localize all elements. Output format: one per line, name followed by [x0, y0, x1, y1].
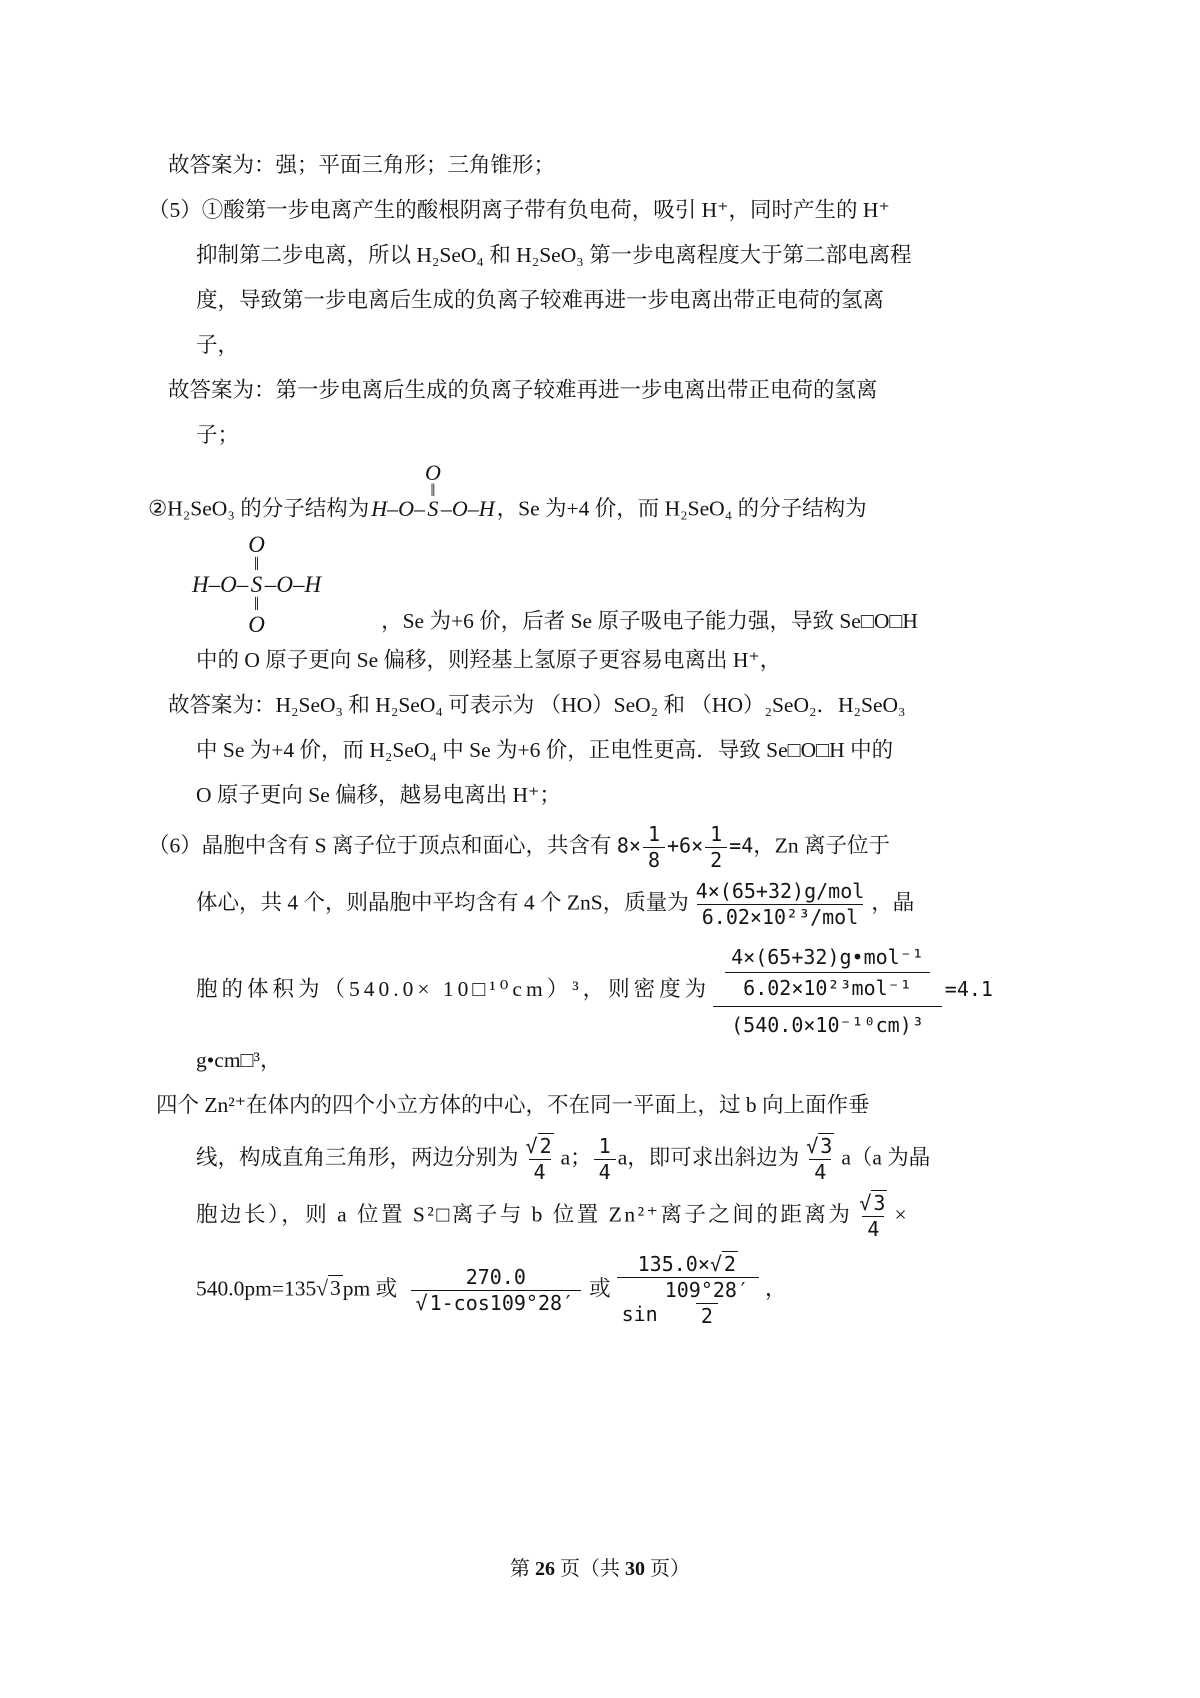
line-q5-answer-cont: [196, 413, 1042, 458]
oxygen-atom: O: [248, 612, 265, 638]
radicand: 3: [330, 1276, 341, 1301]
fraction-one-quarter: [594, 1134, 616, 1185]
double-bond-icon: ‖: [253, 594, 260, 616]
text-segment: O 原子更向 Se 偏移，越易电离出 H⁺；: [196, 782, 561, 807]
line-final-result: [196, 1252, 1042, 1329]
text-segment: （5）①酸第一步电离产生的酸根阴离子带有负电荷，吸引 H⁺，同时产生的 H⁺: [148, 198, 890, 222]
double-bond-icon: ‖: [430, 480, 436, 500]
formula-segment: =4: [729, 833, 754, 858]
density-numerator: [713, 944, 942, 1007]
radical-sign: √: [415, 1290, 428, 1315]
radical-sign: √: [316, 1276, 329, 1301]
density-result: =4.1: [944, 976, 993, 1001]
text-segment: ②H₂SeO₃ 的分子结构为: [148, 496, 370, 521]
bond-segment: –O–H: [440, 495, 495, 521]
line-h2seo3-structure: [148, 462, 1042, 532]
text-segment: 体心，共 4 个，则晶胞中平均含有 4 个 ZnS，质量为: [196, 890, 689, 915]
text-segment: ×: [894, 1202, 910, 1227]
text-segment: 四个 Zn²⁺在体内的四个小立方体的中心，不在同一平面上，过 b 向上面作垂: [156, 1092, 870, 1117]
density-fraction: [713, 944, 942, 1038]
denominator: 2: [705, 847, 727, 873]
line-o-shift: [196, 638, 1042, 683]
fraction-sqrt3-over-4: [801, 1134, 839, 1185]
footer-text: 页（共: [555, 1558, 625, 1580]
denominator: [617, 1277, 759, 1329]
radical-sign: √: [859, 1190, 872, 1215]
bond-segment: –O–H: [264, 572, 322, 598]
radicand: 3: [820, 1133, 833, 1158]
numerator: 270.0: [465, 1264, 526, 1289]
fraction-one-eighth: [643, 822, 665, 873]
numerator: 109°28′: [664, 1277, 750, 1302]
text-segment: ，Zn 离子位于: [753, 833, 891, 858]
text-segment: 子，: [196, 333, 240, 357]
fraction-one-half: [705, 822, 727, 873]
s-branch: [248, 532, 265, 638]
radical-sign: √: [709, 1251, 722, 1276]
formula-segment: 8×: [616, 833, 641, 858]
fraction-sqrt3-over-4: [854, 1191, 892, 1242]
text-segment: 中的 O 原子更向 Se 偏移，则羟基上氢原子更容易电离出 H⁺，: [196, 647, 782, 672]
denominator: 4: [809, 1159, 831, 1185]
sqrt-icon: [710, 1251, 738, 1276]
text-segment: ，: [765, 1276, 787, 1301]
sin-fraction: [622, 1278, 754, 1329]
text-segment: 故答案为：强；平面三角形；三角锥形；: [168, 153, 556, 177]
sulfur-atom: S: [427, 495, 439, 521]
inner-denominator: 6.02×10²³mol⁻¹: [743, 975, 912, 1000]
numerator: 1: [598, 1133, 611, 1158]
denominator: [411, 1290, 582, 1316]
fraction-alt1: [411, 1265, 582, 1316]
sulfur-atom: S: [250, 571, 263, 597]
text-segment: 线，构成直角三角形，两边分别为: [196, 1145, 519, 1170]
text-segment: 度，导致第一步电离后生成的负离子较难再进一步电离出带正电荷的氢离: [196, 288, 885, 312]
sin-function: sin: [621, 1301, 658, 1326]
text-segment: 或: [589, 1276, 611, 1301]
text-segment: 故答案为：H₂SeO₃ 和 H₂SeO₄ 可表示为 （HO）SeO₂ 和 （HO）₂SeO₂．H₂SeO₃: [168, 692, 906, 717]
sqrt-icon: [316, 1275, 343, 1300]
line-q5-cont3: [196, 323, 1042, 368]
text-segment: a，即可求出斜边为: [617, 1145, 800, 1170]
sqrt-icon: [806, 1133, 834, 1158]
line-q5-cont2: [196, 278, 1042, 323]
denominator: 8: [643, 847, 665, 873]
oxygen-atom: O: [424, 460, 441, 485]
total-pages: 30: [625, 1558, 645, 1580]
numerator: [633, 1252, 743, 1277]
h2seo4-structural-formula: [192, 532, 321, 638]
numerator: [801, 1134, 839, 1159]
bond-segment: H–O–: [371, 495, 425, 521]
numerator: 4×(65+32)g/mol: [695, 878, 865, 903]
text-segment: ，晶: [871, 890, 915, 915]
page-number: 26: [535, 1558, 555, 1580]
denominator: 4: [594, 1159, 616, 1185]
radical-sign: √: [525, 1133, 538, 1158]
double-bond-icon: ‖: [253, 553, 260, 575]
line-q5-2-answer-cont1: [196, 728, 1042, 773]
denominator: 2: [696, 1303, 718, 1329]
numerator: [521, 1134, 559, 1159]
denominator: 6.02×10²³/mol: [697, 904, 864, 930]
text-segment: ，Se 为+4 价，而 H₂SeO₄ 的分子结构为: [496, 496, 867, 521]
fraction-sqrt2-over-4: [521, 1134, 559, 1185]
sqrt-icon: [526, 1133, 554, 1158]
text-segment: 胞的体积为（540.0× 10□¹⁰cm）³，则密度为: [196, 976, 711, 1001]
numerator: 1: [647, 821, 660, 846]
line-q5-2-answer-cont2: [196, 773, 1042, 818]
line-density-unit: [196, 1038, 1042, 1083]
s-branch: [425, 462, 441, 520]
text-segment: 抑制第二步电离，所以 H₂SeO₄ 和 H₂SeO₃ 第一步电离程度大于第二部电离程: [196, 243, 912, 267]
text-segment: 子；: [196, 423, 240, 447]
text-segment: a；: [560, 1145, 592, 1170]
bond-segment: H–O–: [192, 572, 249, 598]
radicand: 2: [539, 1133, 552, 1158]
radicand: 1-cos109°28′: [429, 1290, 575, 1315]
formula-segment: 135.0×: [637, 1251, 710, 1276]
line-q5-answer: [168, 368, 1042, 413]
line-mass-formula: [196, 879, 1042, 930]
line-zn-positions: [156, 1083, 1042, 1128]
radicand: 2: [723, 1251, 736, 1276]
text-segment: （6）晶胞中含有 S 离子位于顶点和面心，共含有: [148, 833, 617, 858]
density-denominator: (540.0×10⁻¹⁰cm)³: [731, 1012, 924, 1037]
radical-sign: √: [806, 1133, 819, 1158]
radicand: 3: [873, 1190, 886, 1215]
line-h2seo4-structure: [192, 532, 1042, 638]
text-segment: 540.0pm=135: [196, 1276, 317, 1301]
footer-text: 第: [510, 1558, 535, 1580]
sqrt-icon: [416, 1290, 577, 1315]
denominator: 4: [529, 1159, 551, 1185]
h2seo3-structural-formula: [371, 462, 494, 520]
formula-segment: +6×: [666, 833, 704, 858]
answer-line-shapes: [168, 143, 1042, 188]
text-segment: 故答案为：第一步电离后生成的负离子较难再进一步电离出带正电荷的氢离: [168, 378, 878, 402]
numerator: [854, 1191, 892, 1216]
footer-text: 页）: [645, 1558, 690, 1580]
fraction-angle-half: [660, 1278, 754, 1329]
line-triangle-sides: [196, 1134, 1042, 1185]
line-q5-cont1: [196, 233, 1042, 278]
text-segment: pm 或: [342, 1276, 403, 1301]
numerator: 1: [710, 821, 723, 846]
sqrt-icon: [859, 1190, 887, 1215]
line-q6-cell-count: [148, 822, 1042, 873]
text-segment: a（a 为晶: [841, 1145, 931, 1170]
line-distance: [196, 1191, 1042, 1242]
text-segment: ，Se 为+6 价，后者 Se 原子吸电子能力强，导致 Se□O□H: [381, 608, 918, 633]
fraction-alt2: [617, 1252, 759, 1329]
line-density-formula: [196, 944, 1042, 1038]
line-q5-2-answer: [168, 683, 1042, 728]
inner-numerator: 4×(65+32)g•mol⁻¹: [725, 944, 930, 973]
mass-fraction: [691, 879, 870, 930]
text-segment: 胞边长），则 a 位置 S²□离子与 b 位置 Zn²⁺离子之间的距离为: [196, 1202, 853, 1227]
line-q5-start: [148, 188, 1042, 233]
text-segment: g•cm□³，: [196, 1047, 282, 1072]
page-footer: [0, 1552, 1200, 1581]
text-segment: 中 Se 为+4 价，而 H₂SeO₄ 中 Se 为+6 价，正电性更高．导致 Se□O□H 中的: [196, 737, 894, 762]
oxygen-atom: O: [248, 531, 265, 557]
denominator: 4: [862, 1216, 884, 1242]
